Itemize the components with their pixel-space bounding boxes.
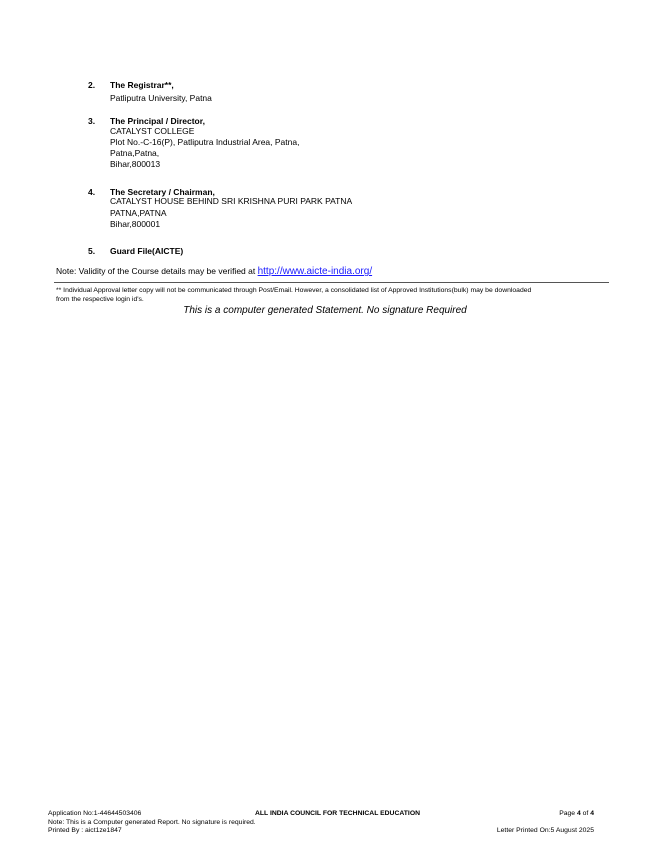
address-line: CATALYST COLLEGE (110, 126, 195, 136)
recipient-heading-registrar: The Registrar**, (110, 80, 174, 90)
item-number: 3. (88, 116, 96, 126)
fine-print-line: from the respective login id's. (56, 295, 144, 303)
item-number: 5. (88, 246, 96, 256)
aicte-website-link[interactable]: http://www.aicte-india.org/ (257, 266, 373, 277)
council-name: ALL INDIA COUNCIL FOR TECHNICAL EDUCATION (255, 810, 421, 817)
recipient-heading-secretary: The Secretary / Chairman, (110, 187, 215, 197)
page-label: Page (559, 810, 576, 817)
fine-print (56, 287, 611, 304)
address-line: CATALYST HOUSE BEHIND SRI KRISHNA PURI PARK PATNA (110, 196, 353, 206)
application-number: Application No:1-44644503406 (48, 810, 142, 817)
page-of: of (582, 810, 589, 817)
item-number: 4. (88, 187, 96, 197)
computer-generated-statement: This is a computer generated Statement. No signature Required (183, 305, 467, 316)
validity-note (56, 266, 372, 277)
recipient-heading-principal: The Principal / Director, (110, 116, 205, 126)
page-current: 4 (576, 810, 581, 817)
validity-note-text: Note: Validity of the Course details may be verified at (56, 266, 256, 276)
footer-left (48, 810, 256, 836)
printed-by: Printed By : aict1ze1847 (48, 827, 122, 834)
item-number: 2. (88, 80, 96, 90)
recipient-heading-guard-file: Guard File(AICTE) (110, 246, 184, 256)
address-line: Bihar,800013 (110, 159, 161, 169)
page-total: 4 (590, 810, 594, 817)
letter-printed-date: Letter Printed On:5 August 2025 (496, 827, 594, 834)
address-line: Bihar,800001 (110, 219, 161, 229)
fine-print-line: ** Individual Approval letter copy will not be communicated through Post/Email. However, a consolidated list of Approved Institutions(bulk) may be downloaded (56, 287, 532, 294)
address-line: Patna,Patna, (110, 148, 160, 158)
address-line: Patliputra University, Patna (110, 93, 212, 103)
address-line: Plot No.-C-16(P), Patliputra Industrial Area, Patna, (110, 137, 300, 147)
page-indicator (559, 810, 594, 819)
footer-note: Note: This is a Computer generated Report. No signature is required. (48, 818, 256, 826)
divider (54, 282, 609, 283)
address-line: PATNA,PATNA (110, 208, 167, 218)
